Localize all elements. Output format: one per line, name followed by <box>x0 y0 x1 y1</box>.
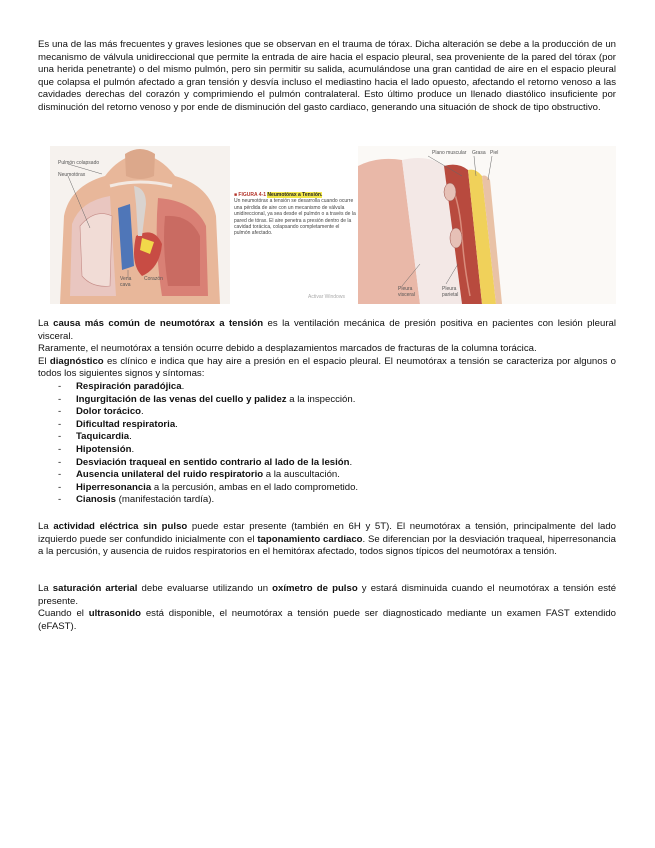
ultrasound-paragraph <box>38 608 616 633</box>
sat-post: y estará disminuida cuando el neumotórax a tensión esté presente. <box>38 583 617 607</box>
sign-rest: a la inspección. <box>286 393 356 405</box>
label-parietal-pleura: Pleura parietal <box>442 286 459 298</box>
sign-rest: a la percusión, ambas en el lado comprometido. <box>151 481 359 493</box>
list-item: - Ingurgitación de las venas del cuello y palidez a la inspección. <box>58 393 356 405</box>
label-vena-cava: Vena cava <box>120 276 132 288</box>
chest-illustration <box>50 146 230 304</box>
sign-bold: Taquicardia <box>76 431 130 443</box>
figure-caption <box>234 192 356 237</box>
list-item: - Hipotensión. <box>58 443 135 455</box>
sign-rest: . <box>175 418 178 430</box>
label-visceral-pleura: Pleura visceral <box>398 286 415 298</box>
caption-prefix: FIGURA 4-1 <box>238 192 267 198</box>
pea-bold2: taponamiento cardiaco <box>257 533 363 545</box>
sign-bold: Hipotensión <box>76 443 132 455</box>
pea-mid: puede estar presente (también en 6H y 5T). El neumotórax a tensión, principalmente del lado izquierdo puede ser confundido inicialmente con el <box>38 521 616 545</box>
sat-mid: debe evaluarse utilizando un <box>137 583 273 594</box>
us-pre: Cuando el <box>38 608 89 620</box>
sat-bold2: oxímetro de pulso <box>272 583 358 594</box>
cause-pre: La <box>38 318 54 329</box>
sign-bold: Dificultad respiratoria <box>76 418 176 430</box>
label-heart: Corazón <box>144 276 163 282</box>
pleura-cross-section-image <box>358 146 616 304</box>
label-pneumothorax: Neumotórax <box>58 172 86 178</box>
sign-rest: . <box>131 443 135 455</box>
sign-rest: . <box>129 431 132 443</box>
list-item: - Desviación traqueal en sentido contrario al lado de la lesión. <box>58 456 353 468</box>
caption-heading: ■ FIGURA 4-1 Neumotórax a Tensión. <box>234 192 323 198</box>
diagnosis-pre: El <box>38 355 50 367</box>
sign-rest: . <box>349 456 353 468</box>
list-item: - Respiración paradójica. <box>58 380 185 392</box>
pleura-detail-illustration <box>358 146 616 304</box>
diagnosis-post: es clínico e indica que hay aire a presión en el espacio pleural. El neumotórax a tensión se caracteriza por algunos o todos los siguientes signos y síntomas: <box>38 355 616 380</box>
sat-bold1: saturación arterial <box>52 583 138 594</box>
caption-title: Neumotórax a Tensión. <box>267 192 323 198</box>
label-collapsed-lung: Pulmón colapsado <box>58 160 100 166</box>
sign-bold: Hiperresonancia <box>76 481 152 493</box>
sign-rest: . <box>181 380 185 392</box>
diagnosis-paragraph <box>38 356 616 381</box>
cause-bold: causa más común de neumotórax a tensión <box>53 318 264 329</box>
sat-pre: La <box>38 583 53 594</box>
us-post: está disponible, el neumotórax a tensión puede ser diagnosticado mediante un examen FAST extendido (eFAST). <box>38 608 617 632</box>
label-fat: Grasa <box>472 150 486 156</box>
list-item: - Ausencia unilateral del ruido respiratorio a la auscultación. <box>58 469 340 481</box>
list-item: - Taquicardia. <box>58 431 132 443</box>
list-item: - Dificultad respiratoria. <box>58 418 178 430</box>
cause-paragraph <box>38 318 616 343</box>
caption-body: Un neumotórax a tensión se desarrolla cuando ocurre una pérdida de aire con un mecanismo de válvula unidireccional, ya sea desde el pulmón o a través de la pared de tórax. El aire penetra a presión dentro de la cavidad torácica, colapsando completamente el pulmón afectado. <box>234 198 356 237</box>
us-bold: ultrasonido <box>88 608 141 620</box>
sign-rest: . <box>141 406 144 418</box>
saturation-section <box>38 583 616 633</box>
pea-bold1: actividad eléctrica sin pulso <box>53 521 188 532</box>
intro-text: Es una de las más frecuentes y graves lesiones que se observan en el trauma de tórax. Dicha alteración se debe a la producción de un mecanismo de válvula unidireccional que permite la entrada de aire hacia el espacio pleural, sea proveniente de la pared del tórax (por una herida penetrante) o del mismo pulmón, pero sin permitir su salida, acumulándose una gran cantidad de aire en el espacio pleural que colapsa el pulmón afectado a gran tensión y desvía incluso el mediastino hacia el lado opuesto, afectando el retorno venoso a las cavidades derechas del corazón y comprimiendo el pulmón contralateral. Esto último produce un llenado diastólico insuficiente por disminución del retorno venoso y por ende de disminución del gasto cardiaco, generando una situación de shock de tipo obstructivo. <box>38 39 616 113</box>
label-muscle-plane: Plano muscular <box>432 150 467 156</box>
sign-bold: Cianosis <box>76 494 116 506</box>
sign-bold: Desviación traqueal en sentido contrario al lado de la lesión <box>76 456 350 468</box>
list-item: - Cianosis (manifestación tardía). <box>58 494 215 506</box>
sign-bold: Dolor torácico <box>76 406 142 418</box>
intro-paragraph <box>38 39 616 115</box>
sign-bold: Ausencia unilateral del ruido respiratorio <box>76 469 264 481</box>
watermark-text: Activar Windows <box>308 294 345 300</box>
pea-post: . Se diferencian por la desviación traqueal, hiperresonancia a la percusión, y ausencia de ruidos respiratorios en el hemitórax afectado, todos signos típicos del neumotórax a tensión. <box>38 533 616 558</box>
signs-list <box>38 381 616 507</box>
sign-rest: a la auscultación. <box>263 469 340 481</box>
pea-paragraph <box>38 521 616 559</box>
pea-pre: La <box>38 521 54 532</box>
label-skin: Piel <box>490 150 499 156</box>
sign-bold: Respiración paradójica <box>76 380 182 392</box>
tension-pneumothorax-figure <box>50 146 616 304</box>
list-item: - Dolor torácico. <box>58 406 144 418</box>
rare-cause-paragraph: Raramente, el neumotórax a tensión ocurre debido a desplazamientos marcados de fracturas de la columna torácica. <box>38 343 537 355</box>
cause-post: es la ventilación mecánica de presión positiva en pacientes con lesión pleural visceral. <box>38 318 616 342</box>
sign-bold: Ingurgitación de las venas del cuello y palidez <box>76 393 287 405</box>
saturation-paragraph <box>38 583 616 608</box>
sign-rest: (manifestación tardía). <box>116 494 215 506</box>
chest-anatomy-image <box>50 146 230 304</box>
diagnosis-bold: diagnóstico <box>49 355 104 367</box>
pea-paragraph-section <box>38 521 616 559</box>
list-item: - Hiperresonancia a la percusión, ambas en el lado comprometido. <box>58 481 359 493</box>
causes-diagnosis-section <box>38 318 616 507</box>
